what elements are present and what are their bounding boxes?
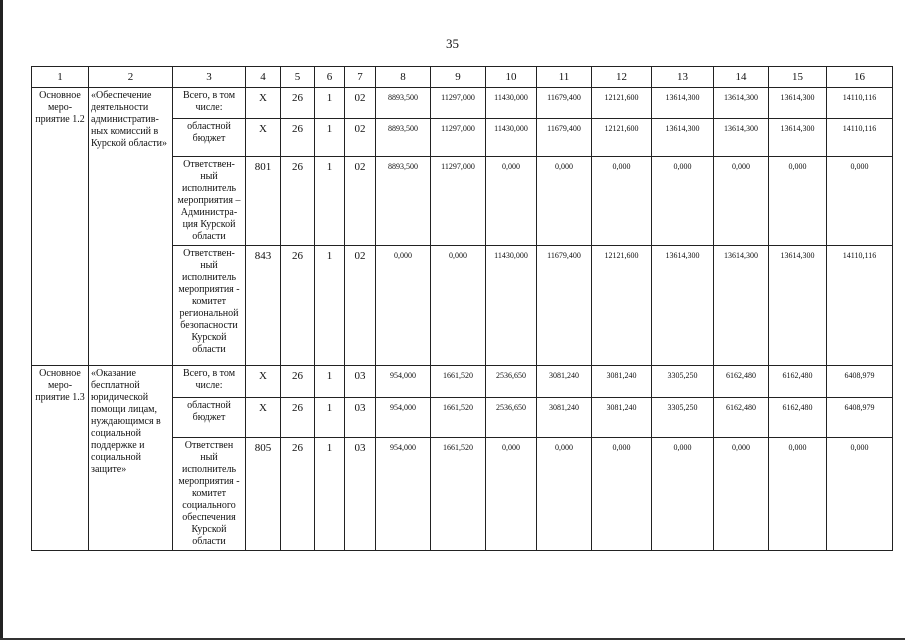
amount-cell: 8893,500 (376, 119, 431, 157)
amount-cell: 3081,240 (592, 366, 652, 398)
code-cell: 26 (281, 246, 315, 366)
amount-cell: 13614,300 (769, 88, 827, 119)
amount-cell: 11679,400 (537, 246, 592, 366)
amount-cell: 954,000 (376, 398, 431, 438)
amount-cell: 0,000 (537, 157, 592, 246)
table-row (32, 366, 893, 398)
amount-cell: 2536,650 (486, 366, 537, 398)
col-header: 6 (315, 67, 345, 88)
amount-cell: 1661,520 (431, 366, 486, 398)
code-cell: 26 (281, 438, 315, 551)
col-header: 3 (173, 67, 246, 88)
amount-cell: 13614,300 (769, 119, 827, 157)
code-cell: X (246, 119, 281, 157)
col-header: 12 (592, 67, 652, 88)
amount-cell: 6162,480 (769, 398, 827, 438)
code-cell: 02 (345, 246, 376, 366)
amount-cell: 1661,520 (431, 398, 486, 438)
col-header: 14 (714, 67, 769, 88)
row-label: областной бюджет (173, 119, 246, 157)
col-header: 8 (376, 67, 431, 88)
code-cell: X (246, 366, 281, 398)
amount-cell: 0,000 (592, 157, 652, 246)
row-label: Ответствен-ный исполнитель мероприятия - комитет региональной безопасности Курской области (173, 246, 246, 366)
col-header: 2 (89, 67, 173, 88)
amount-cell: 954,000 (376, 438, 431, 551)
amount-cell: 3081,240 (592, 398, 652, 438)
code-cell: 1 (315, 438, 345, 551)
amount-cell: 6162,480 (714, 398, 769, 438)
scan-left-edge (0, 0, 3, 640)
amount-cell: 13614,300 (769, 246, 827, 366)
amount-cell: 6162,480 (714, 366, 769, 398)
amount-cell: 0,000 (769, 438, 827, 551)
measure-name: «Обеспечение деятельности административ-ных комиссий в Курской области» (89, 88, 173, 366)
amount-cell: 0,000 (376, 246, 431, 366)
code-cell: 26 (281, 366, 315, 398)
code-cell: 1 (315, 119, 345, 157)
amount-cell: 0,000 (652, 157, 714, 246)
row-label: Всего, в том числе: (173, 88, 246, 119)
amount-cell: 6162,480 (769, 366, 827, 398)
code-cell: X (246, 398, 281, 438)
budget-table (31, 66, 893, 551)
amount-cell: 6408,979 (827, 398, 893, 438)
measure-label: Основное меро-приятие 1.2 (32, 88, 89, 366)
code-cell: 1 (315, 398, 345, 438)
amount-cell: 6408,979 (827, 366, 893, 398)
table-row (32, 88, 893, 119)
amount-cell: 8893,500 (376, 157, 431, 246)
amount-cell: 11430,000 (486, 119, 537, 157)
amount-cell: 0,000 (486, 438, 537, 551)
code-cell: 02 (345, 88, 376, 119)
amount-cell: 0,000 (827, 438, 893, 551)
amount-cell: 12121,600 (592, 88, 652, 119)
code-cell: X (246, 88, 281, 119)
amount-cell: 0,000 (537, 438, 592, 551)
row-label: областной бюджет (173, 398, 246, 438)
amount-cell: 0,000 (714, 157, 769, 246)
amount-cell: 1661,520 (431, 438, 486, 551)
amount-cell: 13614,300 (714, 246, 769, 366)
code-cell: 26 (281, 398, 315, 438)
amount-cell: 0,000 (592, 438, 652, 551)
amount-cell: 0,000 (652, 438, 714, 551)
header-row (32, 67, 893, 88)
measure-label: Основное меро-приятие 1.3 (32, 366, 89, 551)
amount-cell: 954,000 (376, 366, 431, 398)
amount-cell: 0,000 (769, 157, 827, 246)
col-header: 9 (431, 67, 486, 88)
measure-name: «Оказание бесплатной юридической помощи лицам, нуждающимся в социальной поддержке и социальной защите» (89, 366, 173, 551)
col-header: 4 (246, 67, 281, 88)
amount-cell: 11679,400 (537, 88, 592, 119)
amount-cell: 14110,116 (827, 246, 893, 366)
col-header: 1 (32, 67, 89, 88)
amount-cell: 14110,116 (827, 88, 893, 119)
col-header: 10 (486, 67, 537, 88)
amount-cell: 14110,116 (827, 119, 893, 157)
amount-cell: 3305,250 (652, 366, 714, 398)
amount-cell: 13614,300 (714, 88, 769, 119)
col-header: 7 (345, 67, 376, 88)
amount-cell: 0,000 (714, 438, 769, 551)
amount-cell: 11679,400 (537, 119, 592, 157)
col-header: 16 (827, 67, 893, 88)
amount-cell: 0,000 (431, 246, 486, 366)
code-cell: 26 (281, 88, 315, 119)
code-cell: 03 (345, 398, 376, 438)
amount-cell: 13614,300 (714, 119, 769, 157)
amount-cell: 0,000 (827, 157, 893, 246)
amount-cell: 3081,240 (537, 366, 592, 398)
code-cell: 1 (315, 246, 345, 366)
code-cell: 03 (345, 438, 376, 551)
amount-cell: 12121,600 (592, 119, 652, 157)
amount-cell: 8893,500 (376, 88, 431, 119)
row-label: Всего, в том числе: (173, 366, 246, 398)
code-cell: 805 (246, 438, 281, 551)
amount-cell: 13614,300 (652, 246, 714, 366)
amount-cell: 11430,000 (486, 246, 537, 366)
code-cell: 03 (345, 366, 376, 398)
code-cell: 801 (246, 157, 281, 246)
code-cell: 26 (281, 119, 315, 157)
amount-cell: 13614,300 (652, 88, 714, 119)
amount-cell: 3081,240 (537, 398, 592, 438)
amount-cell: 3305,250 (652, 398, 714, 438)
code-cell: 1 (315, 157, 345, 246)
amount-cell: 11297,000 (431, 88, 486, 119)
amount-cell: 12121,600 (592, 246, 652, 366)
code-cell: 1 (315, 366, 345, 398)
col-header: 5 (281, 67, 315, 88)
amount-cell: 13614,300 (652, 119, 714, 157)
code-cell: 26 (281, 157, 315, 246)
code-cell: 843 (246, 246, 281, 366)
row-label: Ответствен-ный исполнитель мероприятия – Администра-ция Курской области (173, 157, 246, 246)
row-label: Ответствен ный исполнитель мероприятия - комитет социального обеспечения Курской области (173, 438, 246, 551)
amount-cell: 11430,000 (486, 88, 537, 119)
amount-cell: 11297,000 (431, 157, 486, 246)
code-cell: 02 (345, 119, 376, 157)
code-cell: 1 (315, 88, 345, 119)
page-number: 35 (446, 36, 459, 51)
col-header: 15 (769, 67, 827, 88)
col-header: 11 (537, 67, 592, 88)
amount-cell: 2536,650 (486, 398, 537, 438)
col-header: 13 (652, 67, 714, 88)
amount-cell: 0,000 (486, 157, 537, 246)
amount-cell: 11297,000 (431, 119, 486, 157)
code-cell: 02 (345, 157, 376, 246)
